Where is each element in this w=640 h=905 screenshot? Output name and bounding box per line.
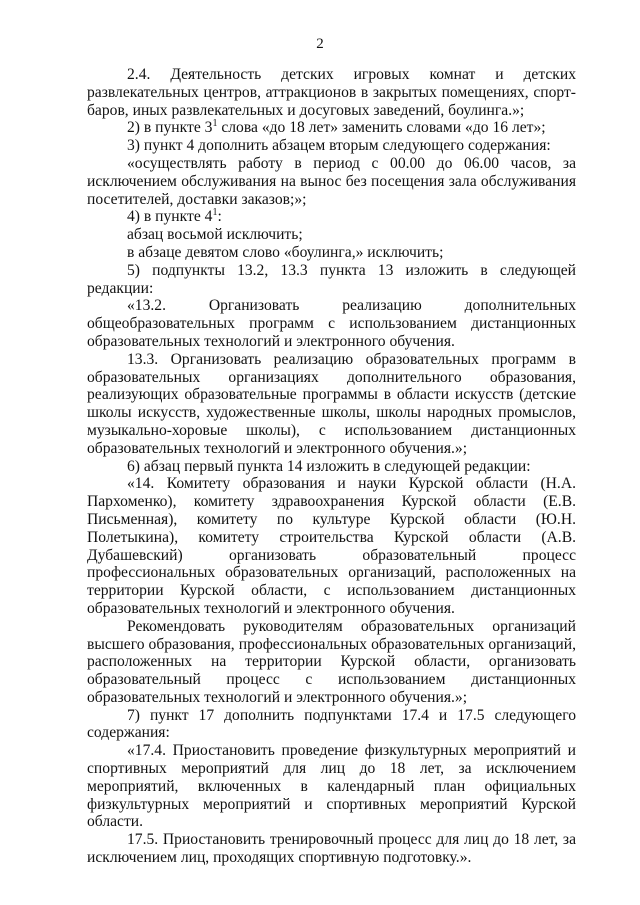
page-number: 2 (316, 36, 324, 52)
paragraph-amendment-3-content: «осуществлять работу в период с 00.00 до 06.00 часов, за исключением обслуживания на вынос без посещения зала обслуживания посетителей, доставки заказов;»; (87, 154, 576, 208)
paragraph-17-5: 17.5. Приостановить тренировочный процесс для лиц до 18 лет, за исключением лиц, проходящих спортивную подготовку.». (87, 831, 576, 867)
document-body (87, 66, 576, 867)
paragraph-exclude-8: абзац восьмой исключить; (127, 226, 303, 244)
amendment-4-after: : (217, 208, 222, 226)
paragraph-amendment-5: 5) подпункты 13.2, 13.3 пункта 13 изложить в следующей редакции: (87, 261, 576, 297)
paragraph-13-2: «13.2. Организовать реализацию дополнительных общеобразовательных программ с использованием дистанционных образовательных технологий и электронного обучения. (87, 297, 576, 350)
amendment-2-after: слова «до 18 лет» заменить словами «до 16 лет»; (217, 119, 546, 137)
paragraph-recommend: Рекомендовать руководителям образовательных организаций высшего образования, профессиональных образовательных организаций, расположенных на территории Курской области, организовать образовательный процесс с использованием дистанционных образовательных технологий и электронного обучения.»; (87, 617, 576, 706)
amendment-2-before: 2) в пункте 3 (127, 119, 213, 137)
paragraph-17-4: «17.4. Приостановить проведение физкультурных мероприятий и спортивных мероприятий для лиц до 18 лет, за исключением мероприятий, включенных в календарный план официальных физкультурных мероприятий и спортивных мероприятий Курской области. (87, 742, 576, 831)
amendment-4-superscript: 1 (212, 207, 218, 219)
paragraph-amendment-6: 6) абзац первый пункта 14 изложить в следующей редакции: (127, 457, 531, 475)
amendment-2-superscript: 1 (212, 118, 218, 130)
paragraph-14: «14. Комитету образования и науки Курской области (Н.А. Пархоменко), комитету здравоохранения Курской области (Е.В. Письменная), комитету по культуре Курской области (Ю.Н. Полетыкина), комитету строительства Курской области (А.В. Дубашевский) организовать образовательный процесс профессиональных образовательных организаций, расположенных на территории Курской области, с использованием дистанционных образовательных технологий и электронного обучения. (87, 475, 576, 617)
paragraph-amendment-3: 3) пункт 4 дополнить абзацем вторым следующего содержания: (127, 137, 551, 155)
paragraph-2-4-text: 2.4. Деятельность детских игровых комнат и детских развлекательных центров, аттракционов в закрытых помещениях, спорт-баров, иных развлекательных и досуговых заведений, боулинга.»; (87, 66, 576, 119)
paragraph-amendment-4 (87, 208, 576, 226)
paragraph-amendment-2 (87, 119, 576, 137)
paragraph-13-3: 13.3. Организовать реализацию образовательных программ в образовательных организациях дополнительного образования, реализующих образовательные программы в области искусств (детские школы искусств, художественные школы, школы народных промыслов, музыкально-хоровые школы), с использованием дистанционных образовательных технологий и электронного обучения.»; (87, 350, 576, 457)
paragraph-amendment-7: 7) пункт 17 дополнить подпунктами 17.4 и 17.5 следующего содержания: (87, 706, 576, 742)
amendment-4-before: 4) в пункте 4 (127, 208, 213, 226)
paragraph-exclude-bowling: в абзаце девятом слово «боулинга,» исключить; (127, 243, 444, 261)
